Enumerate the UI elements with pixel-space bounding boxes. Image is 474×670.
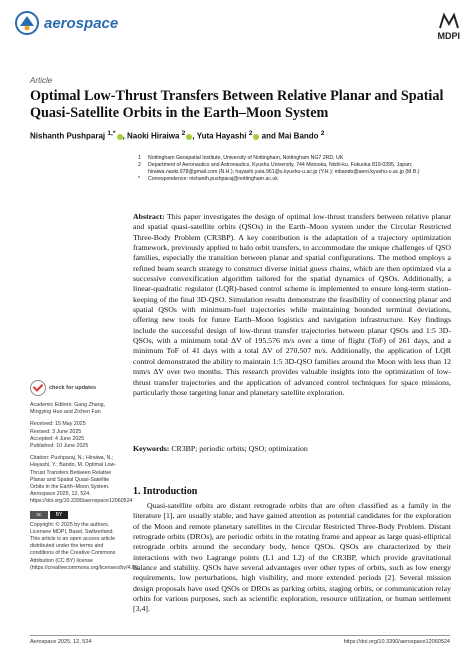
abstract xyxy=(133,212,451,398)
footer-doi-link[interactable]: https://doi.org/10.3390/aerospace12060524 xyxy=(343,639,450,645)
accepted-date: Accepted: 4 June 2025 xyxy=(30,435,85,442)
keywords-label: Keywords: xyxy=(133,444,170,453)
publisher-name: MDPI xyxy=(437,31,460,41)
section-title-introduction: 1. Introduction xyxy=(133,486,198,497)
revised-date: Revised: 3 June 2025 xyxy=(30,428,82,435)
author-list: Nishanth Pushparaj $^{1,*}$ , Naoki Hiraiwa $^2$ , Yuta Hayashi $^2$ and Mai Bando $^2$ xyxy=(30,130,325,141)
affiliations xyxy=(138,155,458,183)
orcid-icon[interactable] xyxy=(253,134,259,140)
affiliation-number: 2 xyxy=(138,162,141,168)
page-footer xyxy=(30,639,450,645)
orcid-icon[interactable] xyxy=(186,134,192,140)
keywords-text: CR3BP; periodic orbits; QSO; optimization xyxy=(171,444,308,453)
academic-editors: Academic Editors: Gang Zhang, Mingying Huo and Zichen Fan xyxy=(30,402,106,416)
license-badge[interactable] xyxy=(30,511,122,519)
check-updates-icon xyxy=(30,380,46,396)
footer-journal-ref: Aerospace 2025, 12, 524 xyxy=(30,639,92,645)
correspondence-text[interactable]: Correspondence: nishanth.pushparaj@nottingham.ac.uk xyxy=(148,176,278,182)
by-icon: BY xyxy=(50,511,68,519)
affiliation-number: 1 xyxy=(138,155,141,161)
journal-logo[interactable] xyxy=(14,10,118,36)
article-title: Optimal Low-Thrust Transfers Between Relative Planar and Spatial Quasi-Satellite Orbits in the Earth–Moon System xyxy=(30,88,444,121)
author-sup: 2 xyxy=(181,130,186,137)
article-sidebar xyxy=(30,380,140,577)
aerospace-logo-icon xyxy=(14,10,40,36)
mdpi-logo[interactable] xyxy=(438,12,461,41)
affiliation-text: Department of Aeronautics and Astronautics, Kyushu University, 744 Motooka, Nishi-ku, Fukuoka 819-0395, Japan; hiraiwa.naoki.978@gmail.com (N.H.); hayashi.yuta.961@s.kyushu-u.ac.jp (Y.H.); mbando@aero.kyushu-u.ac.jp (M.B.) xyxy=(148,162,420,175)
abstract-text: This paper investigates the design of optimal low-thrust transfers between relative planar and spatial quasi-satellite orbits (QSOs) in the Earth–Moon system under the Circular Restricted Three-Body Problem (CR3BP). A key contribution is the adaptation of a trajectory optimization framework, previously applied to halo orbit transfers, to accommodate the unique challenges of QSO families, especially the transition between planar and spatial configurations. The method employs a refined beam search strategy to construct diverse initial guess chains, which are then optimized via a successive convexification algorithm tailored for the spatial dynamics of QSOs. Additionally, a linear-quadratic regulator (LQR)-based control scheme is implemented to ensure long-term station-keeping of the final 3D-QSO. Simulation results demonstrate the feasibility of connecting planar and spatial QSOs with minimum-fuel trajectories while maintaining bounded terminal deviations, offering new tools for future Earth–Moon logistics and navigation infrastructure. Key findings include the successful design of low-thrust transfer trajectories between planar QSOs and 1:5 3D-QSOs, with a minimum total ΔV of 195.576 m/s over a time of flight (ToF) of 261 days, and a minimum ToF of 41 days with a total ΔV of 270.507 m/s. Additionally, the application of LQR control demonstrated the ability to maintain 1:5 3D-QSO families around the Moon with less than 12 mm/s ΔV over two months. This research provides valuable insights into the optimization of low-thrust transfer trajectories and the application of advanced control techniques for space missions, particularly those targeting lunar and planetary satellite exploration. xyxy=(133,212,452,397)
author-name[interactable]: Nishanth Pushparaj xyxy=(30,131,106,141)
abstract-label: Abstract: xyxy=(133,212,165,221)
check-updates-button[interactable] xyxy=(30,380,122,396)
author-sup: 1,* xyxy=(107,130,116,137)
keywords xyxy=(133,444,451,453)
affiliation-item xyxy=(138,162,458,176)
introduction-body xyxy=(133,501,451,615)
mdpi-logo-icon xyxy=(438,12,460,30)
orcid-icon[interactable] xyxy=(117,134,123,140)
author-sup: 2 xyxy=(248,130,253,137)
cc-icon: cc xyxy=(30,511,48,519)
affiliation-item xyxy=(138,155,458,162)
author-name[interactable]: Naoki Hiraiwa xyxy=(126,131,180,141)
citation[interactable]: Citation: Pushparaj, N.; Hiraiwa, N.; Hayashi, Y.; Bando, M. Optimal Low-Thrust Transfers Between Relative Planar and Spatial Quasi-Satellite Orbits in the Earth–Moon System. Aerospace 2025, 12, 524. https://doi.org/10.3390/aerospace12060524 xyxy=(30,455,133,505)
journal-name: aerospace xyxy=(44,14,119,32)
author-name[interactable]: Yuta Hayashi xyxy=(196,131,247,141)
author-sup: 2 xyxy=(320,130,325,137)
dates-block xyxy=(30,421,122,450)
footer-divider xyxy=(30,635,450,636)
affiliation-item xyxy=(138,176,458,183)
affiliation-number: * xyxy=(138,176,141,182)
affiliation-text: Nottingham Geospatial Institute, University of Nottingham, Nottingham NG7 2RD, UK xyxy=(148,155,344,161)
author-name[interactable]: Mai Bando xyxy=(278,131,319,141)
article-type: Article xyxy=(30,76,53,85)
published-date: Published: 10 June 2025 xyxy=(30,443,89,450)
check-updates-label: check for updates xyxy=(49,384,97,391)
copyright: Copyright: © 2025 by the authors. Licensee MDPI, Basel, Switzerland. This article is an open access article distributed under the terms and conditions of the Creative Commons Attribution (CC BY) license (https://creativecommons.org/licenses/by/4.0/). xyxy=(30,521,140,571)
paragraph: Quasi-satellite orbits are distant retrograde orbits that are often classified as a family in the literature [1], are usually stable, and have gained attention as potential candidates for the exploration of the Moon and remote planetary satellites in the Circular Restricted Three-Body Problem. Distant retrograde orbits (DROs), are periodic orbits in the rotating frame and appear as large quasi-elliptical retrograde orbits around the secondary body, hence QSOs. QSOs are characterized by their interactions with two Lagrange points (L1 and L2) of the CR3BP, which provide gravitational balance and stability. QSOs have several advantages over other types of orbits, such as low energy requirements, low perturbations, high visibility, and more extended periods [2]. Several mission design proposals have used QSOs or DROs as parking orbits, staging orbits, or communication relay orbits for various purposes, such as scientific exploration, resource utilization, or human settlement [3,4]. xyxy=(133,501,451,614)
page-header xyxy=(14,10,460,44)
received-date: Received: 15 May 2025 xyxy=(30,421,86,428)
